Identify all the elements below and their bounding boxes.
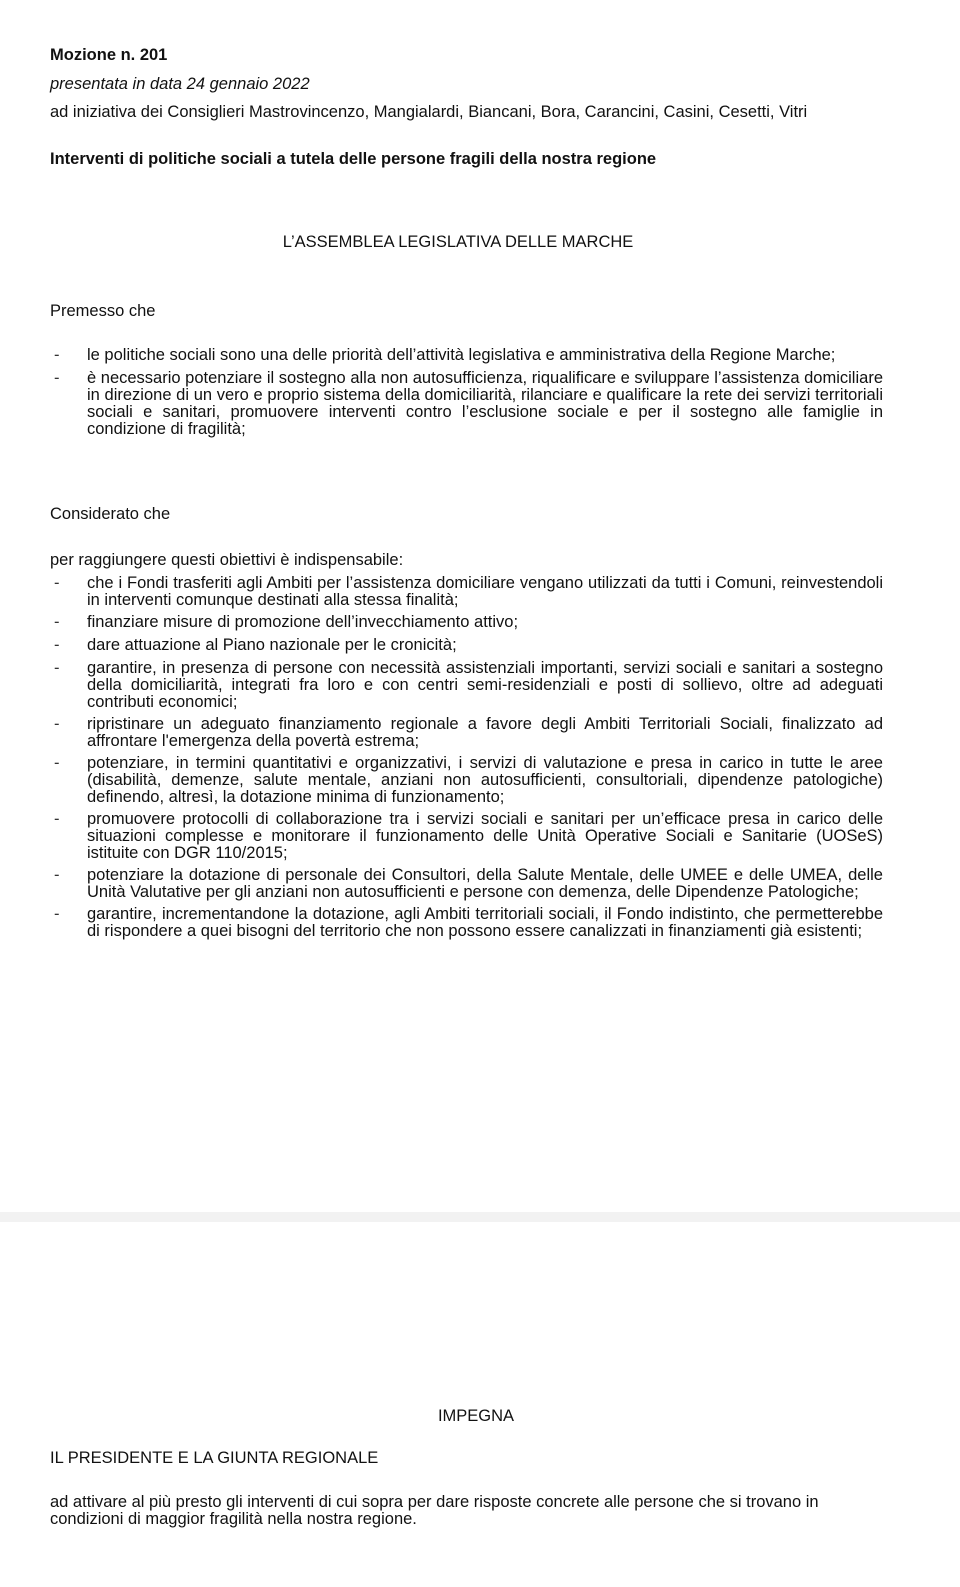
list-marker: - xyxy=(54,866,60,884)
impegna-heading: IMPEGNA xyxy=(437,1407,515,1425)
list-item: - garantire, incrementandone la dotazione, agli Ambiti territoriali sociali, il Fondo indistinto, che permetterebbe di rispondere a quei bisogni del territorio che non possono essere canalizzati in finanziamenti già esistenti; xyxy=(54,905,883,940)
assembly-heading: L’ASSEMBLEA LEGISLATIVA DELLE MARCHE xyxy=(282,233,634,251)
list-marker: - xyxy=(54,636,60,654)
list-item: - potenziare, in termini quantitativi e organizzativi, i servizi di valutazione e presa in carico in tutte le aree (disabilità, demenze, salute mentale, anziani non autosufficienti, consultoriali, dipendenze patologiche) definendo, altresì, la dotazione minima di funzionamento; xyxy=(54,754,883,806)
page-separator xyxy=(0,1212,960,1222)
list-item: - potenziare la dotazione di personale dei Consultori, della Salute Mentale, delle UMEE e delle UMEA, delle Unità Valutative per gli anziani non autosufficienti e persone con demenza, delle Dipendenze Patologiche; xyxy=(54,866,883,901)
list-item: - ripristinare un adeguato finanziamento regionale a favore degli Ambiti Territoriali Sociali, finalizzato ad affrontare l'emergenza della povertà estrema; xyxy=(54,715,883,750)
considerato-heading: Considerato che xyxy=(50,505,171,523)
considerato-list xyxy=(50,575,883,940)
premesso-heading: Premesso che xyxy=(50,302,156,320)
considerato-intro: per raggiungere questi obiettivi è indispensabile: xyxy=(50,551,404,569)
list-marker: - xyxy=(54,369,60,387)
list-marker: - xyxy=(54,346,60,364)
list-item: - dare attuazione al Piano nazionale per le cronicità; xyxy=(54,636,457,654)
list-item: - che i Fondi trasferiti agli Ambiti per l’assistenza domiciliare vengano utilizzati da tutti i Comuni, reinvestendoli in interventi comunque destinati alla stessa finalità; xyxy=(54,574,883,609)
list-marker: - xyxy=(54,905,60,923)
impegna-text: ad attivare al più presto gli interventi di cui sopra per dare risposte concrete alle persone che si trovano in condizioni di maggior fragilità nella nostra regione. xyxy=(50,1493,819,1528)
addressee: IL PRESIDENTE E LA GIUNTA REGIONALE xyxy=(50,1449,379,1467)
list-marker: - xyxy=(54,715,60,733)
list-marker: - xyxy=(54,754,60,772)
presentation-date: presentata in data 24 gennaio 2022 xyxy=(50,75,310,93)
motion-subject: Interventi di politiche sociali a tutela delle persone fragili della nostra regione xyxy=(50,150,657,168)
list-item: - le politiche sociali sono una delle priorità dell’attività legislativa e amministrativa della Regione Marche; xyxy=(54,346,836,364)
list-marker: - xyxy=(54,810,60,828)
list-item: - garantire, in presenza di persone con necessità assistenziali importanti, servizi sociali e sanitari a sostegno della domiciliarità, integrati fra loro e con centri semi-residenziali e posti di sollievo, oltre ad adeguati contributi economici; xyxy=(54,659,883,711)
initiative-line: ad iniziativa dei Consiglieri Mastrovincenzo, Mangialardi, Biancani, Bora, Carancini, Casini, Cesetti, Vitri xyxy=(50,103,808,121)
list-item: - promuovere protocolli di collaborazione tra i servizi sociali e sanitari per un’efficace presa in carico delle situazioni complesse e monitorare il funzionamento delle Unità Operative Sociali e Sanitarie (UOSeS) istituite con DGR 110/2015; xyxy=(54,810,883,862)
list-marker: - xyxy=(54,574,60,592)
list-marker: - xyxy=(54,659,60,677)
premesso-list xyxy=(50,347,883,438)
list-item: - finanziare misure di promozione dell’invecchiamento attivo; xyxy=(54,613,519,631)
list-item: - è necessario potenziare il sostegno alla non autosufficienza, riqualificare e sviluppare l’assistenza domiciliare in direzione di un vero e proprio sistema della domiciliarità, rilanciare e qualificare la rete dei servizi territoriali sociali e sanitari, promuovere interventi contro l’esclusione sociale e per il sostegno alle famiglie in condizione di fragilità; xyxy=(54,369,883,438)
motion-number: Mozione n. 201 xyxy=(50,46,168,64)
list-marker: - xyxy=(54,613,60,631)
